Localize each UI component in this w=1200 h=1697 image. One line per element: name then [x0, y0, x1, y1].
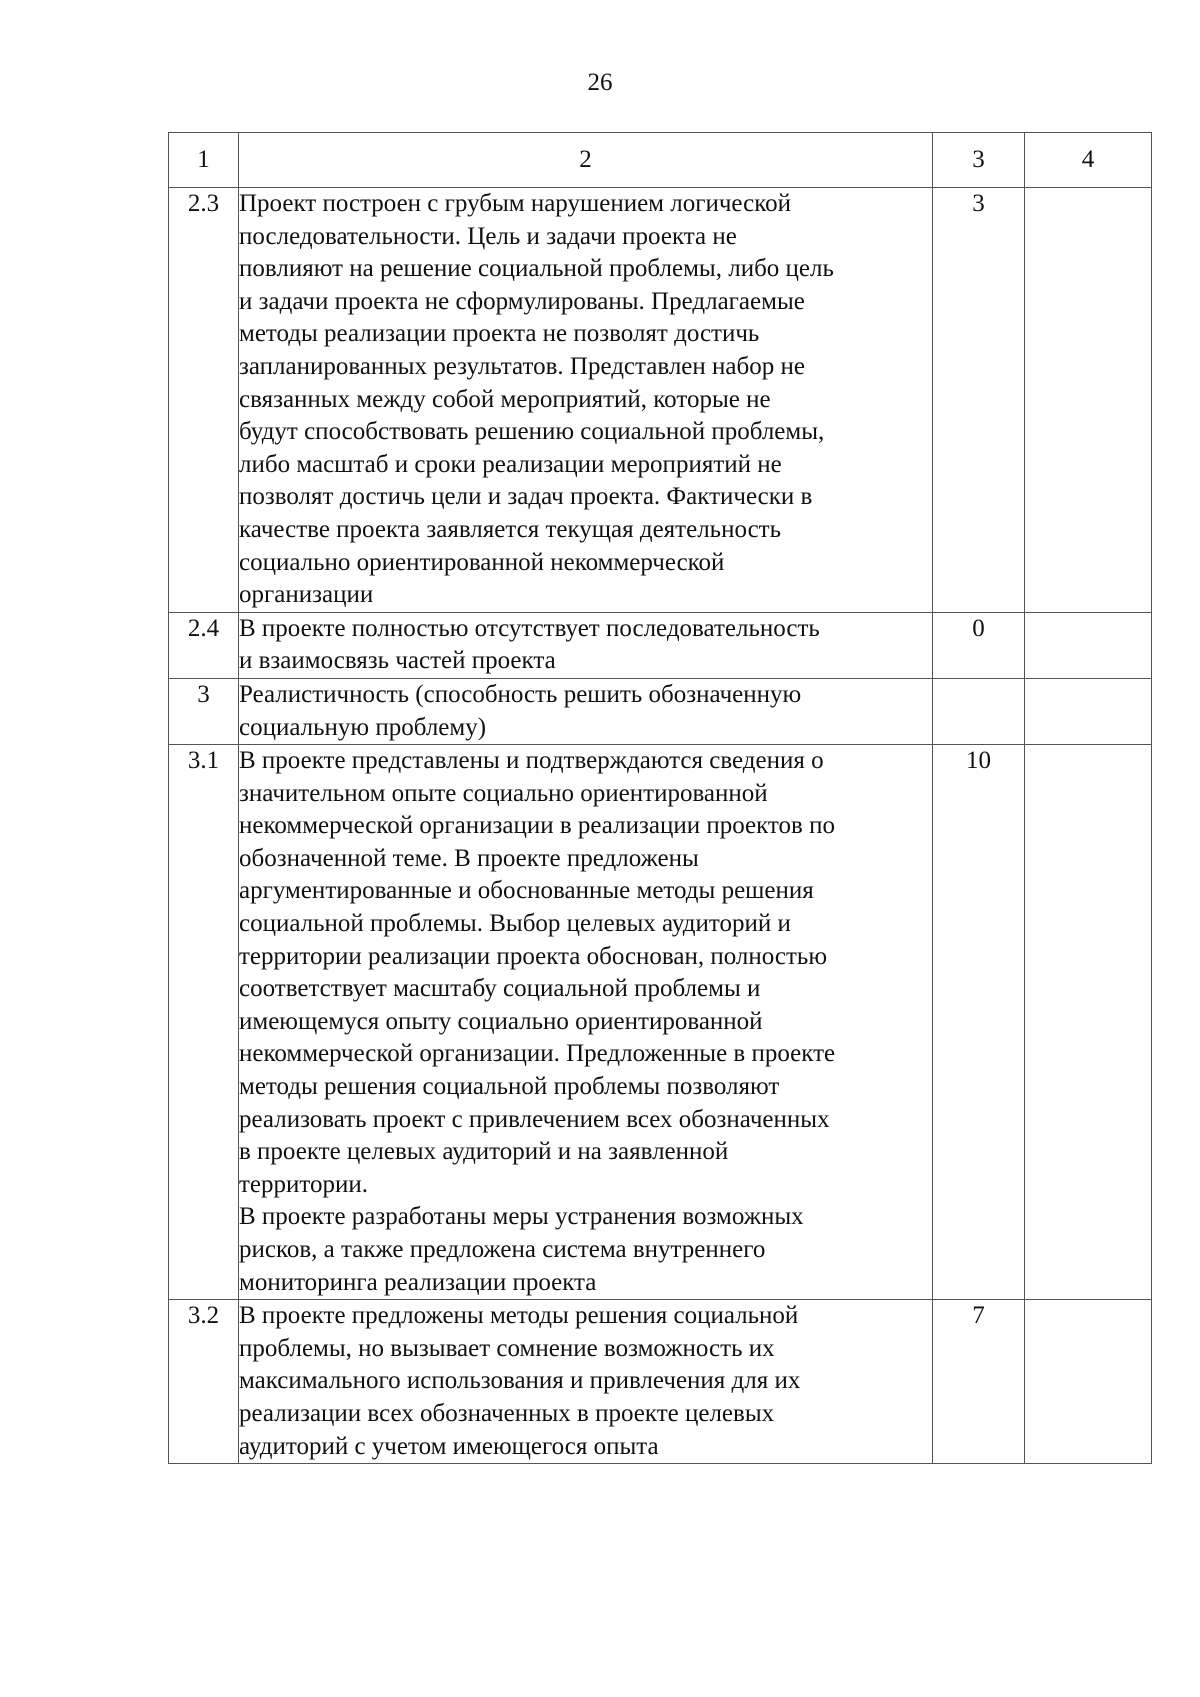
row-criterion-text: Реалистичность (способность решить обозначенную социальную проблему)	[239, 678, 933, 744]
row-col4	[1025, 745, 1152, 1300]
row-criterion-text: В проекте полностью отсутствует последовательность и взаимосвязь частей проекта	[239, 612, 933, 678]
row-number: 3.1	[169, 745, 239, 1300]
table-row	[169, 188, 1152, 613]
header-cell-3: 3	[933, 133, 1025, 188]
page-number: 26	[587, 69, 613, 96]
row-col4	[1025, 1300, 1152, 1464]
table-row	[169, 612, 1152, 678]
row-number: 2.3	[169, 188, 239, 613]
row-criterion-text: В проекте представлены и подтверждаются сведения о значительном опыте социально ориентированной некоммерческой организации в реализации проектов по обозначенной теме. В проекте предложены аргументированные и обоснованные методы решения социальной проблемы. Выбор целевых аудиторий и территории реализации проекта обоснован, полностью соответствует масштабу социальной проблемы и имеющемуся опыту социально ориентированной некоммерческой организации. Предложенные в проекте методы решения социальной проблемы позволяют реализовать проект с привлечением всех обозначенных в проекте целевых аудиторий и на заявленной территории. В проекте разработаны меры устранения возможных рисков, а также предложена система внутреннего мониторинга реализации проекта	[239, 745, 933, 1300]
table-row	[169, 678, 1152, 744]
row-score: 10	[933, 745, 1025, 1300]
row-score	[933, 678, 1025, 744]
row-number: 3	[169, 678, 239, 744]
row-criterion-text: Проект построен с грубым нарушением логической последовательности. Цель и задачи проекта не повлияют на решение социальной проблемы, либо цель и задачи проекта не сформулированы. Предлагаемые методы реализации проекта не позволят достичь запланированных результатов. Представлен набор не связанных между собой мероприятий, которые не будут способствовать решению социальной проблемы, либо масштаб и сроки реализации мероприятий не позволят достичь цели и задач проекта. Фактически в качестве проекта заявляется текущая деятельность социально ориентированной некоммерческой организации	[239, 188, 933, 613]
row-col4	[1025, 188, 1152, 613]
header-cell-2: 2	[239, 133, 933, 188]
row-score: 0	[933, 612, 1025, 678]
table-row	[169, 1300, 1152, 1464]
table-header-row	[169, 133, 1152, 188]
table-row	[169, 745, 1152, 1300]
header-cell-1: 1	[169, 133, 239, 188]
row-criterion-text: В проекте предложены методы решения социальной проблемы, но вызывает сомнение возможность их максимального использования и привлечения для их реализации всех обозначенных в проекте целевых аудиторий с учетом имеющегося опыта	[239, 1300, 933, 1464]
row-number: 3.2	[169, 1300, 239, 1464]
row-score: 3	[933, 188, 1025, 613]
row-score: 7	[933, 1300, 1025, 1464]
row-col4	[1025, 612, 1152, 678]
criteria-table	[168, 132, 1152, 1464]
row-col4	[1025, 678, 1152, 744]
row-number: 2.4	[169, 612, 239, 678]
header-cell-4: 4	[1025, 133, 1152, 188]
